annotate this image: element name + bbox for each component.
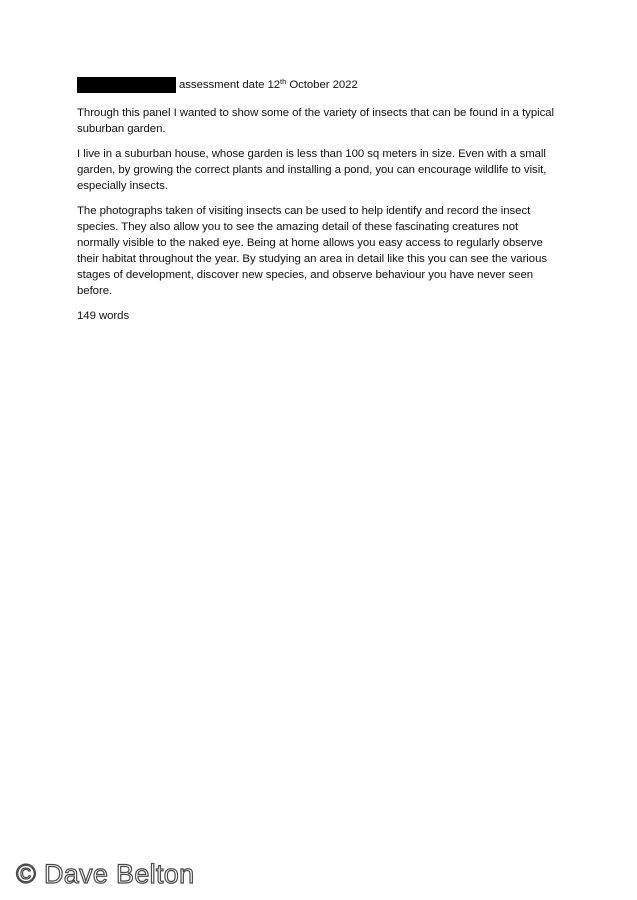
assessment-date-rest: October 2022 (286, 78, 358, 91)
copyright-watermark: © Dave Belton (16, 859, 195, 889)
assessment-date (179, 77, 358, 93)
word-count: 149 words (77, 310, 130, 322)
paragraph-intro: Through this panel I wanted to show some of the variety of insects that can be found in a typical suburban garden. (77, 107, 555, 135)
assessment-date-prefix: assessment date 12 (179, 78, 281, 91)
assessment-date-ordinal: th (280, 76, 287, 86)
assessment-header (77, 76, 563, 93)
paragraph-garden: I live in a suburban house, whose garden is less than 100 sq meters in size. Even with a small garden, by growing the correct plants and installing a pond, you can encourage wildlife to visit, especially insects. (77, 148, 547, 192)
document-body (77, 76, 563, 333)
redaction-box (77, 77, 176, 93)
paragraph-photographs: The photographs taken of visiting insects can be used to help identify and record the insect species. They also allow you to see the amazing detail of these fascinating creatures not normally visible to the naked eye. Being at home allows you easy access to regularly observe their habitat throughout the year. By studying an area in detail like this you can see the various stages of development, discover new species, and observe behaviour you have never seen before. (77, 205, 548, 297)
